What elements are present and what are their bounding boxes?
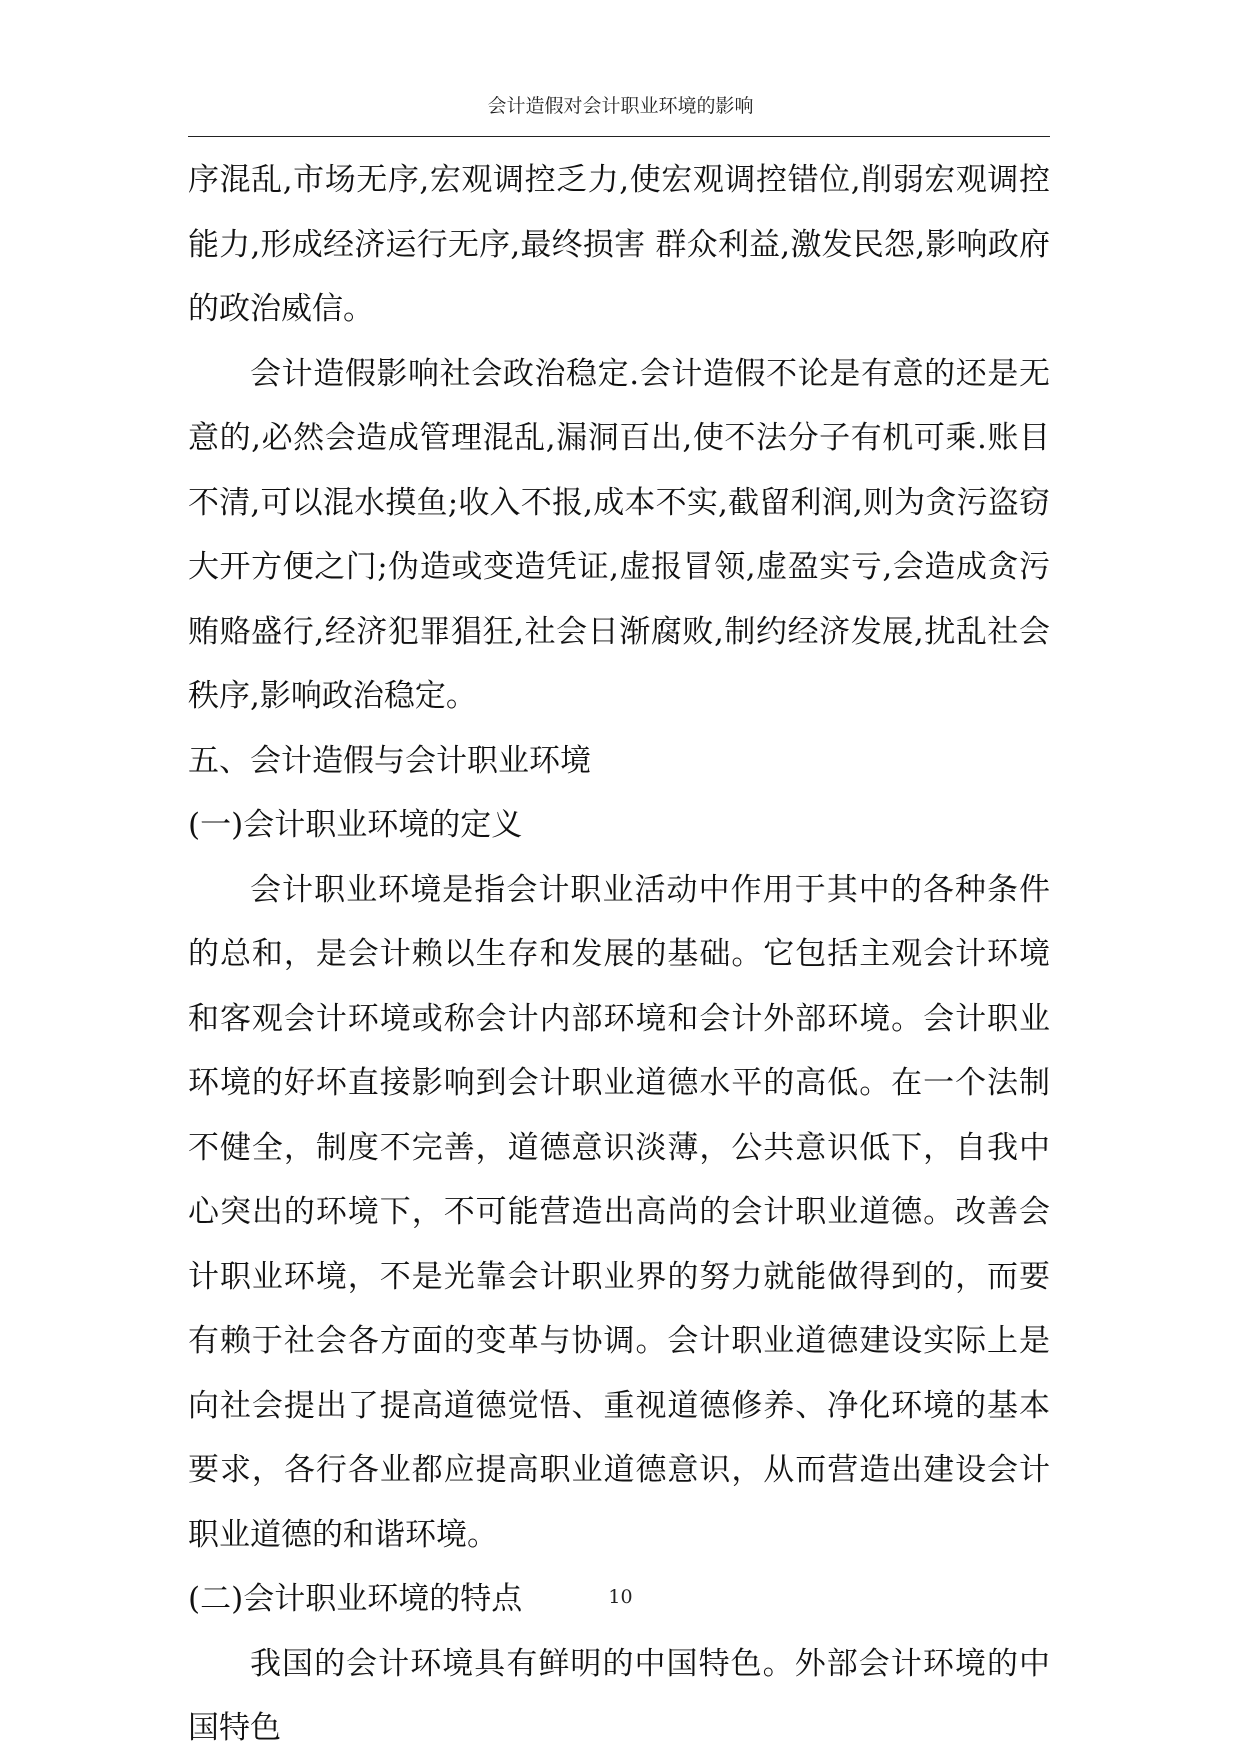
body-text: [188, 148, 1050, 1761]
header-rule: [188, 136, 1050, 137]
running-header: 会计造假对会计职业环境的影响: [487, 95, 754, 117]
paragraph-political-stability: 会计造假影响社会政治稳定.会计造假不论是有意的还是无意的,必然会造成管理混乱,漏洞百出,使不法分子有机可乘.账目不清,可以混水摸鱼;收入不报,成本不实,截留利润,则为贪污盗窃大开方便之门;伪造或变造凭证,虚报冒领,虚盈实亏,会造成贪污贿赂盛行,经济犯罪猖狂,社会日渐腐败,制约经济发展,扰乱社会秩序,影响政治稳定。: [188, 355, 1050, 714]
page-number: 10: [608, 1586, 633, 1608]
section-heading-5: 五、会计造假与会计职业环境: [188, 742, 591, 779]
paragraph-continuation: 序混乱,市场无序,宏观调控乏力,使宏观调控错位,削弱宏观调控能力,形成经济运行无序,最终损害 群众利益,激发民怨,影响政府的政治威信。: [188, 162, 1050, 327]
subheading-definition: (一)会计职业环境的定义: [188, 807, 523, 843]
paragraph-characteristics: 我国的会计环境具有鲜明的中国特色。外部会计环境的中国特色: [188, 1645, 1050, 1746]
subheading-characteristics: (二)会计职业环境的特点: [188, 1581, 523, 1617]
paragraph-definition: 会计职业环境是指会计职业活动中作用于其中的各种条件的总和，是会计赖以生存和发展的基础。它包括主观会计环境和客观会计环境或称会计内部环境和会计外部环境。会计职业环境的好坏直接影响到会计职业道德水平的高低。在一个法制不健全，制度不完善，道德意识淡薄，公共意识低下，自我中心突出的环境下，不可能营造出高尚的会计职业道德。改善会计职业环境，不是光靠会计职业界的努力就能做得到的，而要有赖于社会各方面的变革与协调。会计职业道德建设实际上是向社会提出了提高道德觉悟、重视道德修养、净化环境的基本要求，各行各业都应提高职业道德意识，从而营造出建设会计职业道德的和谐环境。: [188, 871, 1050, 1553]
